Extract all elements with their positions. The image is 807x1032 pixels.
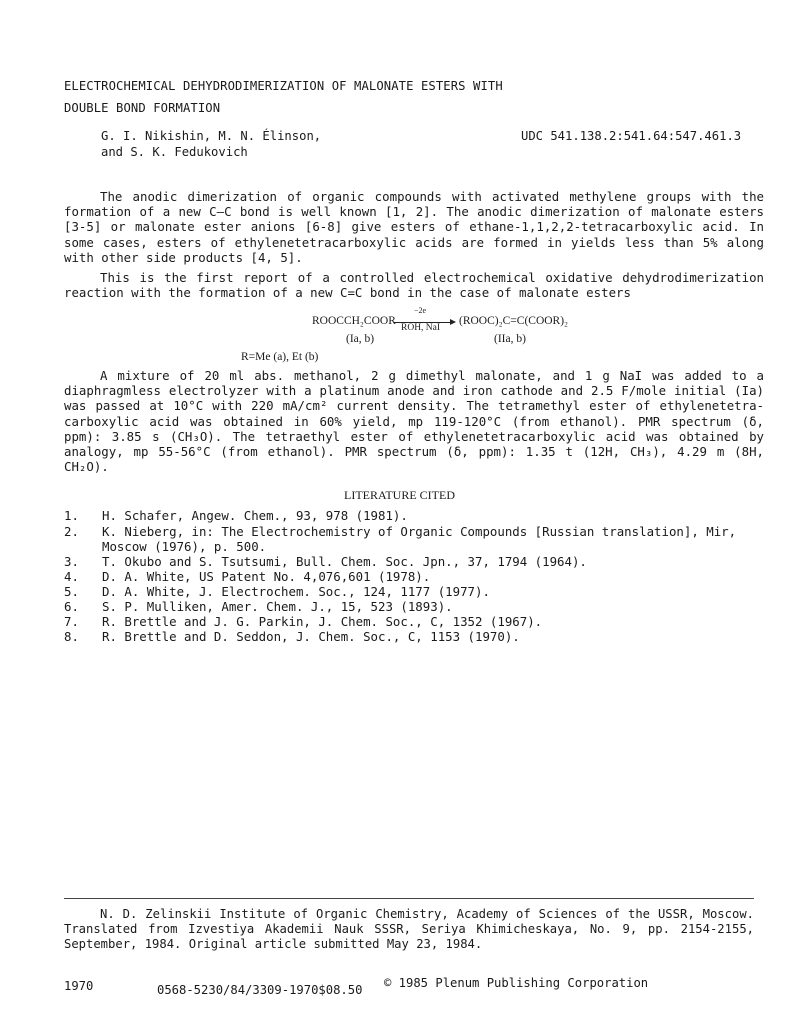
reference-number: 8. [64,629,79,644]
scheme-product: (ROOC)₂C=C(COOR)₂ [459,315,569,327]
reference-number: 1. [64,508,79,523]
copyright-notice: © 1985 Plenum Publishing Corporation [384,976,649,990]
footer-divider [64,898,754,899]
scheme-reactant-label: (Ia, b) [346,333,375,345]
paper-title-line-2: DOUBLE BOND FORMATION [64,101,221,115]
scheme-product-label: (IIa, b) [494,333,526,345]
reference-item [64,555,764,570]
reference-item [64,570,764,585]
paragraph-intro [64,189,764,265]
reference-item [64,615,764,630]
scheme-below-arrow: ROH, NaI [401,323,441,333]
reference-text: H. Schafer, Angew. Chem., 93, 978 (1981). [102,508,408,523]
paragraph-intro-text: The anodic dimerization of organic compounds with activated methylene groups with the formation of a new C—C bond is well known [1, 2]. The anodic dimerization of malonate esters [3-5] or malonate ester anions [6-8] give esters of ethane-1,1,2,2-tetracarboxylic acid. In some cases, esters of ethylenetetracarboxylic acids are formed in yields less than 5% along with other side products [4, 5]. [64,189,764,265]
reference-item [64,509,764,524]
paragraph-experimental [64,368,764,474]
reference-number: 3. [64,554,79,569]
paragraph-experimental-text: A mixture of 20 ml abs. methanol, 2 g dimethyl malonate, and 1 g NaI was added to a diaphragmless electrolyzer with a platinum anode and iron cathode and 2.5 F/mole initial (Ia) was passed at 10°C with 220 mA/cm² current density. The tetramethyl ester of ethylenetetra-carboxylic acid was obtained in 60% yield, mp 119-120°C (from ethanol). PMR spectrum (δ, ppm): 3.85 s (CH₃O). The tetraethyl ester of ethylenetetracarboxylic acid was obtained by analogy, mp 55-56°C (from ethanol). PMR spectrum (δ, ppm): 1.35 t (12H, CH₃), 4.29 m (8H, CH₂O). [64,368,764,475]
reference-number: 7. [64,614,79,629]
reference-item [64,630,764,645]
scheme-arrowhead [450,319,456,325]
scheme-above-arrow: −2e [414,306,427,315]
footer-affiliation: N. D. Zelinskii Institute of Organic Chemistry, Academy of Sciences of the USSR, Moscow. Translated from Izvestiya Akademii Nauk SSSR, Seriya Khimicheskaya, No. 9, pp. 2154-2155, September, 1984. Original article submitted May 23, 1984. [64,907,754,952]
reference-number: 2. [64,524,79,539]
reference-text: T. Okubo and S. Tsutsumi, Bull. Chem. Soc. Jpn., 37, 1794 (1964). [102,554,587,569]
reference-text: D. A. White, J. Electrochem. Soc., 124, 1177 (1977). [102,584,490,599]
article-code: 0568-5230/84/3309-1970$08.50 [157,983,363,997]
paper-title-line-1: ELECTROCHEMICAL DEHYDRODIMERIZATION OF MALONATE ESTERS WITH [64,79,503,93]
reference-item [64,585,764,600]
reference-text: R. Brettle and D. Seddon, J. Chem. Soc., C, 1153 (1970). [102,629,520,644]
reference-text: R. Brettle and J. G. Parkin, J. Chem. Soc., C, 1352 (1967). [102,614,543,629]
paragraph-first-report-text: This is the first report of a controlled electrochemical oxidative dehydrodimerization reaction with the formation of a new C=C bond in the case of malonate esters [64,270,764,301]
reference-text: S. P. Mulliken, Amer. Chem. J., 15, 523 (1893). [102,599,453,614]
scheme-reactant: ROOCCH₂COOR [312,315,396,327]
reference-item [64,600,764,615]
authors-line-2: and S. K. Fedukovich [101,145,248,159]
reference-number: 4. [64,569,79,584]
paragraph-first-report [64,270,764,300]
scheme-r-definition: R=Me (a), Et (b) [241,351,319,363]
reference-number: 5. [64,584,79,599]
reference-text: K. Nieberg, in: The Electrochemistry of Organic Compounds [Russian translation], Mir, Moscow (1976), p. 500. [102,524,737,554]
reference-item [64,525,764,555]
page-number: 1970 [64,979,94,993]
literature-heading: LITERATURE CITED [344,488,455,502]
reference-number: 6. [64,599,79,614]
udc-code: UDC 541.138.2:541.64:547.461.3 [521,129,742,143]
reference-text: D. A. White, US Patent No. 4,076,601 (1978). [102,569,431,584]
authors-line-1: G. I. Nikishin, M. N. Élinson, [101,129,322,143]
